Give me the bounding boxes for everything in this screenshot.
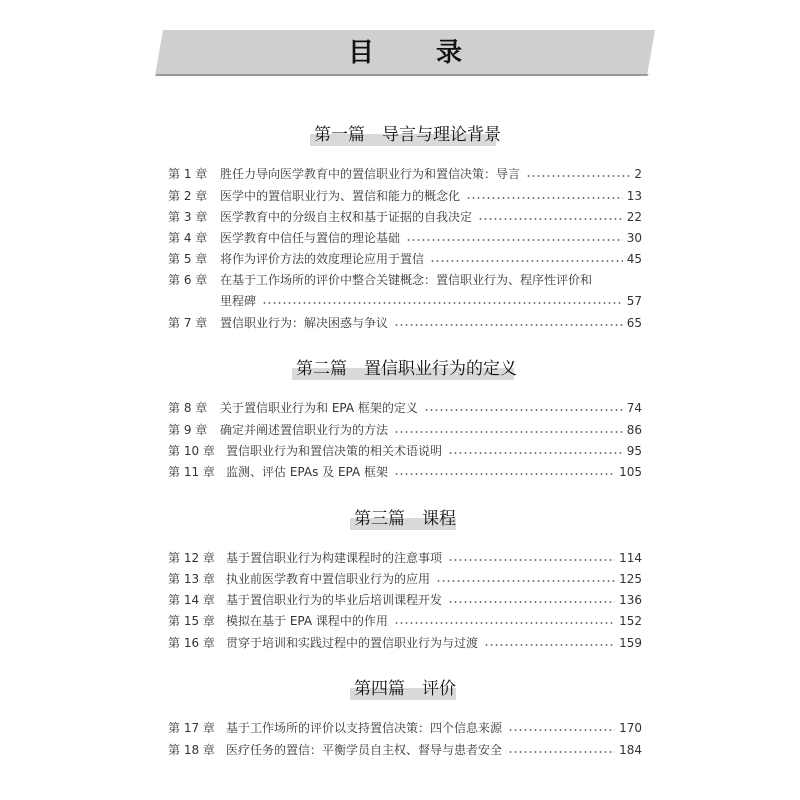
leader-dots [508, 729, 615, 731]
chapter-number: 第 17 章 [168, 721, 215, 735]
page-number: 114 [619, 551, 642, 565]
toc-row-ch12[interactable] [168, 548, 642, 568]
toc-row-ch16[interactable] [168, 633, 642, 653]
chapter-number: 第 8 章 [168, 401, 208, 415]
part-title: 第三篇 课程 [354, 509, 456, 529]
chapter-title: 关于置信职业行为和 EPA 框架的定义 [220, 401, 418, 415]
leader-dots [448, 601, 615, 603]
toc-row-ch6-cont[interactable] [168, 291, 642, 311]
page-number: 74 [626, 401, 642, 415]
chapter-title: 医学教育中的分级自主权和基于证据的自我决定 [220, 210, 473, 224]
part-title: 第二篇 置信职业行为的定义 [296, 359, 517, 379]
page-number: 86 [626, 423, 642, 437]
chapter-title: 监测、评估 EPAs 及 EPA 框架 [226, 465, 389, 479]
chapter-title: 模拟在基于 EPA 课程中的作用 [226, 614, 388, 628]
page-number: 65 [626, 316, 642, 330]
chapter-title: 将作为评价方法的效度理论应用于置信 [220, 252, 425, 266]
toc-row-ch15[interactable] [168, 611, 642, 631]
chapter-number: 第 9 章 [168, 423, 208, 437]
part-title: 第一篇 导言与理论背景 [314, 125, 501, 145]
chapter-number: 第 11 章 [168, 465, 215, 479]
chapter-title: 置信职业行为：解决困惑与争议 [220, 316, 389, 330]
toc-row-ch7[interactable] [168, 313, 642, 333]
part-title: 第四篇 评价 [354, 679, 456, 699]
toc-row-ch8[interactable] [168, 398, 642, 418]
chapter-number: 第 3 章 [168, 210, 208, 224]
leader-dots [448, 452, 623, 454]
chapter-title: 医疗任务的置信：平衡学员自主权、督导与患者安全 [226, 743, 503, 757]
chapter-number: 第 16 章 [168, 636, 215, 650]
chapter-title: 医学教育中信任与置信的理论基础 [220, 231, 401, 245]
chapter-number: 第 6 章 [168, 273, 208, 287]
leader-dots [394, 324, 623, 326]
leader-dots [484, 644, 615, 646]
chapter-number: 第 15 章 [168, 614, 215, 628]
leader-dots [436, 580, 615, 582]
leader-dots [466, 197, 623, 199]
toc-row-ch13[interactable] [168, 569, 642, 589]
chapter-title: 医学中的置信职业行为、置信和能力的概念化 [220, 189, 461, 203]
page-number: 136 [619, 593, 642, 607]
part-heading-3 [0, 508, 800, 534]
page-number: 30 [626, 231, 642, 245]
chapter-number: 第 12 章 [168, 551, 215, 565]
leader-dots [448, 559, 615, 561]
toc-row-ch9[interactable] [168, 420, 642, 440]
chapter-title-continued: 里程碑 [220, 294, 257, 308]
chapter-number: 第 5 章 [168, 252, 208, 266]
leader-dots [394, 473, 615, 475]
chapter-title: 确定并阐述置信职业行为的方法 [220, 423, 389, 437]
part-heading-4 [0, 678, 800, 704]
chapter-title: 胜任力导向医学教育中的置信职业行为和置信决策：导言 [220, 167, 521, 181]
toc-row-ch3[interactable] [168, 207, 642, 227]
chapter-number: 第 1 章 [168, 167, 208, 181]
toc-row-ch11[interactable] [168, 462, 642, 482]
chapter-title: 基于工作场所的评价以支持置信决策：四个信息来源 [226, 721, 503, 735]
leader-dots [526, 175, 630, 177]
page-number: 105 [619, 465, 642, 479]
leader-dots [394, 431, 623, 433]
toc-row-ch1[interactable] [168, 164, 642, 184]
chapter-number: 第 4 章 [168, 231, 208, 245]
page-number: 184 [619, 743, 642, 757]
page-number: 95 [626, 444, 642, 458]
leader-dots [394, 622, 615, 624]
page-number: 170 [619, 721, 642, 735]
page-number: 22 [626, 210, 642, 224]
toc-row-ch6[interactable] [168, 270, 642, 290]
page-number: 2 [634, 167, 642, 181]
page-number: 45 [626, 252, 642, 266]
toc-row-ch4[interactable] [168, 228, 642, 248]
leader-dots [406, 239, 623, 241]
chapter-number: 第 18 章 [168, 743, 215, 757]
leader-dots [478, 218, 623, 220]
chapter-number: 第 7 章 [168, 316, 208, 330]
page-number: 159 [619, 636, 642, 650]
chapter-title: 执业前医学教育中置信职业行为的应用 [226, 572, 431, 586]
toc-row-ch5[interactable] [168, 249, 642, 269]
toc-row-ch14[interactable] [168, 590, 642, 610]
page-title: 目 录 [347, 38, 480, 68]
page-number: 125 [619, 572, 642, 586]
toc-row-ch17[interactable] [168, 718, 642, 738]
chapter-number: 第 14 章 [168, 593, 215, 607]
chapter-title: 置信职业行为和置信决策的相关术语说明 [226, 444, 443, 458]
leader-dots [508, 751, 615, 753]
chapter-title: 基于置信职业行为的毕业后培训课程开发 [226, 593, 443, 607]
toc-row-ch2[interactable] [168, 186, 642, 206]
part-heading-1 [0, 124, 800, 150]
toc-row-ch10[interactable] [168, 441, 642, 461]
toc-row-ch18[interactable] [168, 740, 642, 760]
leader-dots [430, 260, 623, 262]
chapter-number: 第 2 章 [168, 189, 208, 203]
page-number: 57 [626, 294, 642, 308]
chapter-number: 第 10 章 [168, 444, 215, 458]
page-number: 13 [626, 189, 642, 203]
page-number: 152 [619, 614, 642, 628]
title-banner [155, 30, 655, 76]
chapter-number: 第 13 章 [168, 572, 215, 586]
chapter-title: 基于置信职业行为构建课程时的注意事项 [226, 551, 443, 565]
leader-dots [424, 409, 623, 411]
leader-dots [262, 302, 623, 304]
chapter-title: 贯穿于培训和实践过程中的置信职业行为与过渡 [226, 636, 479, 650]
part-heading-2 [0, 358, 800, 384]
chapter-title: 在基于工作场所的评价中整合关键概念：置信职业行为、程序性评价和 [220, 273, 593, 287]
